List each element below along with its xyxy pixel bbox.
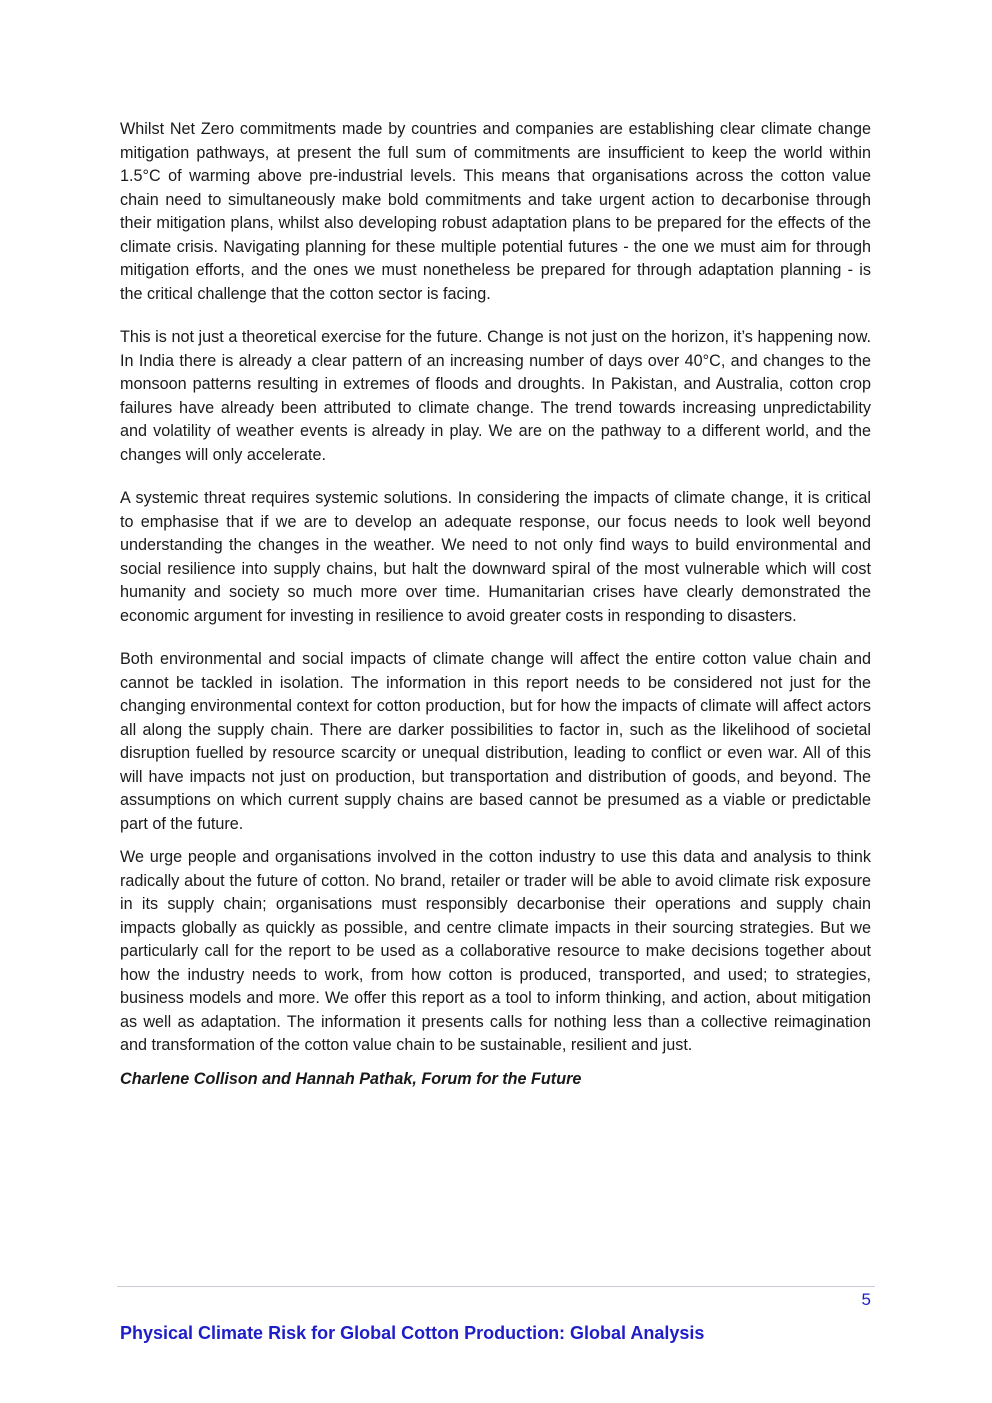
paragraph-call-to-action: We urge people and organisations involved in the cotton industry to use this data and analysis to think radically about the future of cotton. No brand, retailer or trader will be able to avoid climate risk exposure in its supply chain; organisations must responsibly decarbonise their operations and supply chain impacts globally as quickly as possible, and centre climate impacts in their sourcing strategies. But we particularly call for the report to be used as a collaborative resource to make decisions together about how the industry needs to work, from how cotton is produced, transported, and used; to strategies, business models and more. We offer this report as a tool to inform thinking, and action, about mitigation as well as adaptation. The information it presents calls for nothing less than a collective reimagination and transformation of the cotton value chain to be sustainable, resilient and just. xyxy=(120,848,871,1054)
paragraph-net-zero-commitments: Whilst Net Zero commitments made by countries and companies are establishing clear climate change mitigation pathways, at present the full sum of commitments are insufficient to keep the world within 1.5°C of warming above pre-industrial levels. This means that organisations across the cotton value chain need to simultaneously make bold commitments and take urgent action to decarbonise through their mitigation plans, whilst also developing robust adaptation plans to be prepared for the effects of the climate crisis. Navigating planning for these multiple potential futures - the one we must aim for through mitigation efforts, and the ones we must nonetheless be prepared for through adaptation planning - is the critical challenge that the cotton sector is facing. xyxy=(120,120,871,303)
footer-divider xyxy=(117,1286,875,1287)
paragraph-change-happening-now: This is not just a theoretical exercise for the future. Change is not just on the horizon, it’s happening now. In India there is already a clear pattern of an increasing number of days over 40°C, and changes to the monsoon patterns resulting in extremes of floods and droughts. In Pakistan, and Australia, cotton crop failures have already been attributed to climate change. The trend towards increasing unpredictability and volatility of weather events is already in play. We are on the pathway to a different world, and the changes will only accelerate. xyxy=(120,328,871,464)
paragraph-supply-chain-impacts: Both environmental and social impacts of climate change will affect the entire cotton value chain and cannot be tackled in isolation. The information in this report needs to be considered not just for the changing environmental context for cotton production, but for how the impacts of climate will affect actors all along the supply chain. There are darker possibilities to factor in, such as the likelihood of societal disruption fuelled by resource scarcity or unequal distribution, leading to conflict or even war. All of this will have impacts not just on production, but transportation and distribution of goods, and beyond. The assumptions on which current supply chains are based cannot be presumed as a viable or predictable part of the future. xyxy=(120,650,871,833)
page-number: 5 xyxy=(861,1290,871,1309)
paragraph-systemic-solutions: A systemic threat requires systemic solutions. In considering the impacts of climate change, it is critical to emphasise that if we are to develop an adequate response, our focus needs to look well beyond understanding the changes in the weather. We need to not only find ways to build environmental and social resilience into supply chains, but halt the downward spiral of the most vulnerable which will cost humanity and society so much more over time. Humanitarian crises have clearly demonstrated the economic argument for investing in resilience to avoid greater costs in responding to disasters. xyxy=(120,489,871,625)
author-signature: Charlene Collison and Hannah Pathak, Forum for the Future xyxy=(120,1069,582,1088)
page-body xyxy=(120,118,871,1091)
footer-report-title: Physical Climate Risk for Global Cotton Production: Global Analysis xyxy=(120,1323,705,1343)
